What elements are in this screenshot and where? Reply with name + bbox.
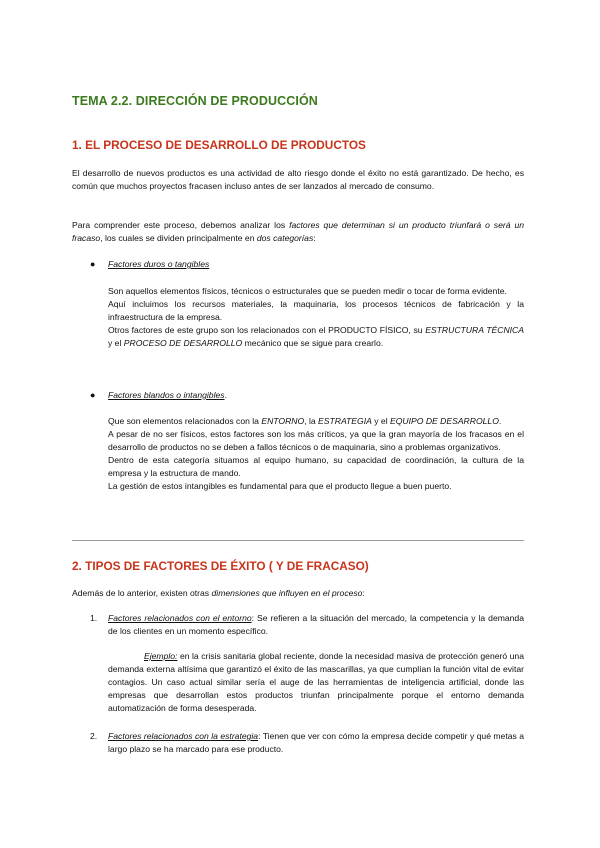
hard-t3-a: Otros factores de este grupo son los relacionados con el PRODUCTO FÍSICO, su — [108, 325, 426, 335]
para2-text-b: , los cuales se dividen principalmente en — [100, 233, 257, 243]
item1-text: : Se refieren a la situación del mercado, la competencia y la demanda de los clientes en un momento específico. — [108, 613, 524, 636]
list-number: 1. — [90, 613, 98, 623]
para2-text-c: : — [313, 233, 316, 243]
soft-t1-a: Que son elementos relacionados con la — [108, 416, 262, 426]
hard-factors-body — [108, 285, 524, 350]
list-item-entorno — [108, 612, 524, 638]
section-1-heading: 1. EL PROCESO DE DESARROLLO DE PRODUCTOS — [72, 138, 366, 152]
soft-factors-body — [108, 415, 524, 493]
s2-intro-a: Además de lo anterior, existen otras — [72, 588, 212, 598]
para2-text-a: Para comprender este proceso, debemos analizar los — [72, 220, 290, 230]
s2-intro-b: : — [362, 588, 365, 598]
soft-t1-em2: ESTRATEGIA — [318, 416, 372, 426]
hard-factors-text-1: Son aquellos elementos físicos, técnicos o estructurales que se pueden medir o tocar de forma evidente. — [108, 286, 507, 296]
soft-t1-em3: EQUIPO DE DESARROLLO — [390, 416, 499, 426]
soft-t1-c: y el — [371, 416, 391, 426]
list-item-estrategia — [108, 730, 524, 756]
para2-emphasis-2: dos categorías — [256, 233, 314, 243]
hard-t3-c: mecánico que se sigue para crearlo. — [242, 338, 384, 348]
hard-factors-text-3 — [108, 324, 524, 350]
soft-factors-label-text: Factores blandos o intangibles — [108, 390, 225, 400]
hard-t3-em1: ESTRUCTURA TÉCNICA — [425, 325, 524, 335]
bullet-icon: ● — [90, 259, 96, 269]
hard-factors-text-2: Aquí incluimos los recursos materiales, la maquinaria, los procesos técnicos de fabricación y la infraestructura de la empresa. — [108, 299, 524, 322]
list-number: 2. — [90, 731, 98, 741]
soft-factors-label-suffix: . — [224, 390, 227, 400]
soft-t1-b: , la — [304, 416, 319, 426]
example-paragraph — [108, 650, 524, 715]
bullet-icon: ● — [90, 390, 96, 400]
item2-label: Factores relacionados con la estrategia — [108, 731, 259, 741]
soft-factors-label — [108, 389, 227, 402]
soft-t1-d: . — [498, 416, 502, 426]
hard-factors-label — [108, 258, 209, 271]
hard-t3-b: y el — [108, 338, 124, 348]
hard-factors-label-text: Factores duros o tangibles — [108, 259, 210, 269]
section-2-heading: 2. TIPOS DE FACTORES DE ÉXITO ( Y DE FRACASO) — [72, 559, 369, 573]
item2-text: : Tienen que ver con cómo la empresa decide competir y qué metas a largo plazo se ha marcado para ese producto. — [108, 731, 524, 754]
soft-factors-text-3: Dentro de esta categoría situamos al equipo humano, su capacidad de coordinación, la cultura de la empresa y la estructura de mando. — [108, 455, 524, 478]
section-1-intro: El desarrollo de nuevos productos es una actividad de alto riesgo donde el éxito no está garantizado. De hecho, es común que muchos proyectos fracasen incluso antes de ser lanzados al mercado de consumo. — [72, 168, 524, 191]
section-divider — [72, 540, 524, 541]
soft-factors-text-1 — [108, 415, 524, 428]
document-title: TEMA 2.2. DIRECCIÓN DE PRODUCCIÓN — [72, 94, 318, 108]
example-text: en la crisis sanitaria global reciente, donde la necesidad masiva de protección generó una demanda externa altísima que garantizó el éxito de las mascarillas, ya que cumplían la función vital de evitar contagios. Un caso actual similar sería el auge de las herramientas de inteligencia artificial, donde las empresas que desarrollan estos productos triunfan principalmente porque el entorno demanda automatización de forma desesperada. — [108, 651, 524, 713]
item1-label: Factores relacionados con el entorno — [108, 613, 252, 623]
example-label: Ejemplo: — [144, 651, 178, 661]
hard-t3-em2: PROCESO DE DESARROLLO — [123, 338, 243, 348]
section-2-intro — [72, 587, 524, 600]
soft-factors-text-4: La gestión de estos intangibles es fundamental para que el producto llegue a buen puerto. — [108, 481, 452, 491]
section-1-para2 — [72, 219, 524, 245]
para2-emphasis-1: factores que determinan si un producto triunfará o será un fracaso — [72, 220, 524, 243]
s2-intro-em: dimensiones que influyen en el proceso — [211, 588, 363, 598]
soft-t1-em1: ENTORNO — [261, 416, 305, 426]
soft-factors-text-2: A pesar de no ser físicos, estos factores son los más críticos, ya que la gran mayoría de los fracasos en el desarrollo de productos no se deben a fallos técnicos o de maquinaria, sino a problemas organizativos. — [108, 429, 524, 452]
